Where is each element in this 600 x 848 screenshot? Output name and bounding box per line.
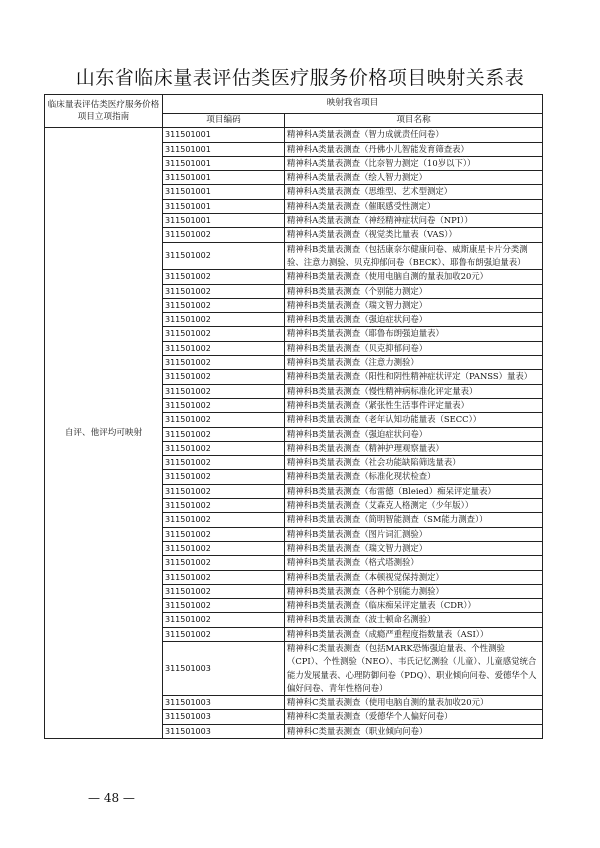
item-code-cell: 311501001 — [163, 156, 285, 170]
item-code-cell: 311501002 — [163, 228, 285, 242]
item-code-cell: 311501003 — [163, 710, 285, 724]
item-name-cell: 精神科C类量表测查（使用电脑自测的量表加收20元） — [285, 696, 543, 710]
item-code-cell: 311501002 — [163, 284, 285, 298]
item-name-cell: 精神科B类量表测查（耶鲁布朗强迫量表） — [285, 327, 543, 341]
item-name-cell: 精神科A类量表测查（智力成就责任问卷） — [285, 128, 543, 142]
item-name-cell: 精神科A类量表测查（神经精神症状问卷（NPI）） — [285, 214, 543, 228]
table-body — [45, 128, 543, 739]
item-name-cell: 精神科B类量表测查（慢性精神病标准化评定量表） — [285, 384, 543, 398]
item-name-cell: 精神科B类量表测查（各种个别能力测验） — [285, 584, 543, 598]
item-code-cell: 311501002 — [163, 398, 285, 412]
item-name-cell: 精神科B类量表测查（临床痴呆评定量表（CDR）） — [285, 599, 543, 613]
item-name-cell: 精神科C类量表测查（职业倾向问卷） — [285, 724, 543, 738]
item-name-cell: 精神科B类量表测查（布雷德（Bleied）痴呆评定量表） — [285, 484, 543, 498]
item-code-cell: 311501002 — [163, 527, 285, 541]
item-name-cell: 精神科C类量表测查（包括MARK恐怖强迫量表、个性测验（CPI）、个性测验（NEO）、韦氏记忆测验（儿童）、儿童感觉统合能力发展量表、心理防御问卷（PDQ）、职业倾向问卷、爱德华个人偏好问卷、青年性格问卷） — [285, 641, 543, 695]
item-code-cell: 311501002 — [163, 613, 285, 627]
item-code-cell: 311501002 — [163, 513, 285, 527]
item-name-cell: 精神科C类量表测查（爱德华个人偏好问卷） — [285, 710, 543, 724]
item-name-cell: 精神科B类量表测查（瑞文智力测定） — [285, 298, 543, 312]
item-code-cell: 311501002 — [163, 427, 285, 441]
item-name-cell: 精神科A类量表测查（催眠感受性测定） — [285, 199, 543, 213]
mapping-table — [44, 94, 543, 739]
item-code-cell: 311501002 — [163, 470, 285, 484]
item-code-cell: 311501002 — [163, 298, 285, 312]
item-code-cell: 311501003 — [163, 696, 285, 710]
item-name-cell: 精神科B类量表测查（个别能力测定） — [285, 284, 543, 298]
item-code-cell: 311501001 — [163, 185, 285, 199]
item-code-cell: 311501002 — [163, 484, 285, 498]
item-code-cell: 311501002 — [163, 242, 285, 270]
item-name-cell: 精神科B类量表测查（简明智能测查（SM能力测查）） — [285, 513, 543, 527]
item-name-cell: 精神科B类量表测查（图片词汇测验） — [285, 527, 543, 541]
page-title: 山东省临床量表评估类医疗服务价格项目映射关系表 — [75, 67, 525, 89]
item-code-cell: 311501002 — [163, 370, 285, 384]
item-name-cell: 精神科B类量表测查（标准化现状检查） — [285, 470, 543, 484]
item-name-cell: 精神科B类量表测查（艾森克人格测定（少年版）） — [285, 499, 543, 513]
item-code-cell: 311501002 — [163, 441, 285, 455]
code-header: 项目编码 — [163, 114, 285, 128]
item-code-cell: 311501002 — [163, 499, 285, 513]
item-name-cell: 精神科B类量表测查（贝克抑郁问卷） — [285, 341, 543, 355]
item-code-cell: 311501002 — [163, 327, 285, 341]
item-code-cell: 311501002 — [163, 556, 285, 570]
item-name-cell: 精神科A类量表测查（比奈智力测定（10岁以下）） — [285, 156, 543, 170]
item-name-cell: 精神科B类量表测查（老年认知功能量表（SECC）） — [285, 413, 543, 427]
item-name-cell: 精神科B类量表测查（紧张性生活事件评定量表） — [285, 398, 543, 412]
item-code-cell: 311501002 — [163, 313, 285, 327]
item-name-cell: 精神科B类量表测查（成瘾严重程度指数量表（ASI）） — [285, 627, 543, 641]
item-code-cell: 311501002 — [163, 599, 285, 613]
item-name-cell: 精神科B类量表测查（使用电脑自测的量表加收20元） — [285, 270, 543, 284]
item-name-cell: 精神科B类量表测查（包括康奈尔健康问卷、威斯康星卡片分类测验、注意力测验、贝克抑郁问卷（BECK）、耶鲁布朗强迫量表） — [285, 242, 543, 270]
item-code-cell: 311501003 — [163, 724, 285, 738]
item-name-cell: 精神科B类量表测查（强迫症状问卷） — [285, 427, 543, 441]
item-code-cell: 311501002 — [163, 627, 285, 641]
item-code-cell: 311501001 — [163, 142, 285, 156]
item-name-cell: 精神科B类量表测查（格式塔测验） — [285, 556, 543, 570]
item-code-cell: 311501002 — [163, 356, 285, 370]
item-code-cell: 311501001 — [163, 171, 285, 185]
item-code-cell: 311501002 — [163, 341, 285, 355]
item-name-cell: 精神科B类量表测查（瑞文智力测定） — [285, 541, 543, 555]
page-number: — 48 — — [88, 791, 135, 805]
item-code-cell: 311501001 — [163, 214, 285, 228]
guide-header: 临床量表评估类医疗服务价格项目立项指南 — [45, 95, 163, 128]
guide-item-cell: 自评、他评均可映射 — [45, 128, 163, 739]
item-name-cell: 精神科B类量表测查（波士顿命名测验） — [285, 613, 543, 627]
item-code-cell: 311501002 — [163, 541, 285, 555]
item-name-cell: 精神科B类量表测查（精神护理观察量表） — [285, 441, 543, 455]
item-name-cell: 精神科A类量表测查（视觉类比量表（VAS）） — [285, 228, 543, 242]
name-header: 项目名称 — [285, 114, 543, 128]
item-name-cell: 精神科A类量表测查（绘人智力测定） — [285, 171, 543, 185]
item-code-cell: 311501002 — [163, 384, 285, 398]
mapping-group-header: 映射我省项目 — [163, 95, 543, 114]
item-code-cell: 311501001 — [163, 199, 285, 213]
item-name-cell: 精神科B类量表测查（注意力测验） — [285, 356, 543, 370]
item-name-cell: 精神科B类量表测查（强迫症状问卷） — [285, 313, 543, 327]
item-code-cell: 311501001 — [163, 128, 285, 142]
item-code-cell: 311501002 — [163, 270, 285, 284]
item-code-cell: 311501003 — [163, 641, 285, 695]
item-name-cell: 精神科A类量表测查（丹佛小儿智能发育筛查表） — [285, 142, 543, 156]
item-code-cell: 311501002 — [163, 413, 285, 427]
table-row — [45, 128, 543, 142]
item-name-cell: 精神科B类量表测查（本顿视觉保持测定） — [285, 570, 543, 584]
item-name-cell: 精神科B类量表测查（阳性和阴性精神症状评定（PANSS）量表） — [285, 370, 543, 384]
item-name-cell: 精神科B类量表测查（社会功能缺陷筛选量表） — [285, 456, 543, 470]
item-code-cell: 311501002 — [163, 584, 285, 598]
item-code-cell: 311501002 — [163, 570, 285, 584]
item-code-cell: 311501002 — [163, 456, 285, 470]
item-name-cell: 精神科A类量表测查（思维型、艺术型测定） — [285, 185, 543, 199]
